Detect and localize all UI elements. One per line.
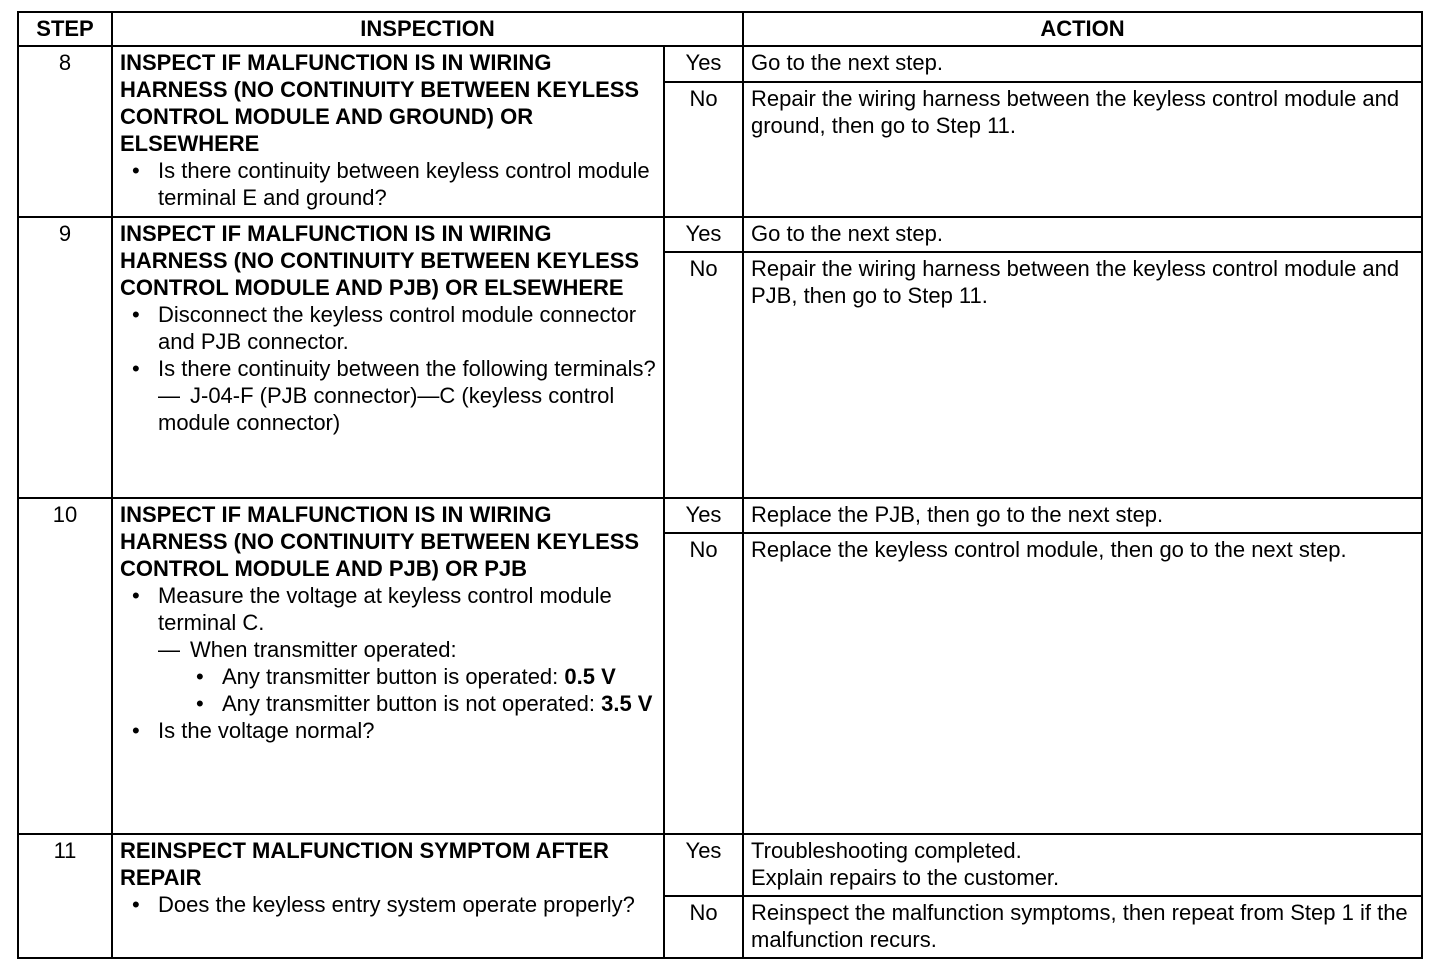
inspection-list — [120, 301, 657, 436]
dash-marker: — — [158, 383, 180, 408]
dash-marker: — — [158, 637, 180, 662]
troubleshooting-table — [17, 11, 1423, 959]
inspection-title: INSPECT IF MALFUNCTION IS IN WIRING HARNESS (NO CONTINUITY BETWEEN KEYLESS CONTROL MODULE AND PJB) OR PJB — [120, 502, 640, 581]
yes-action: Replace the PJB, then go to the next step. — [743, 498, 1422, 533]
no-action: Repair the wiring harness between the keyless control module and PJB, then go to Step 11. — [743, 252, 1422, 498]
table-row — [18, 46, 1422, 82]
inspection-list — [120, 157, 657, 211]
inspection-cell — [112, 498, 664, 834]
inspection-bullet: • Disconnect the keyless control module connector and PJB connector. — [120, 301, 657, 355]
inspection-sub-item — [120, 382, 657, 436]
step-number: 9 — [18, 217, 112, 498]
inspection-title: INSPECT IF MALFUNCTION IS IN WIRING HARNESS (NO CONTINUITY BETWEEN KEYLESS CONTROL MODULE AND GROUND) OR ELSEWHERE — [120, 50, 640, 156]
yes-label: Yes — [664, 834, 743, 896]
yes-action: Go to the next step. — [743, 46, 1422, 82]
inspection-bullet: • Does the keyless entry system operate properly? — [120, 891, 657, 918]
inspection-bullet: • Measure the voltage at keyless control module terminal C. — [120, 582, 657, 636]
inspection-column-header: INSPECTION — [112, 12, 743, 46]
inspection-sub-text: J-04-F (PJB connector)—C (keyless control module connector) — [158, 383, 615, 435]
table-row — [18, 217, 1422, 252]
table-header-row — [18, 12, 1422, 46]
table-row — [18, 498, 1422, 533]
step-number: 8 — [18, 46, 112, 217]
inspection-list — [120, 582, 657, 744]
yes-action: Troubleshooting completed. Explain repairs to the customer. — [743, 834, 1422, 896]
no-label: No — [664, 82, 743, 217]
no-label: No — [664, 533, 743, 834]
step-number: 10 — [18, 498, 112, 834]
inspection-sub-bullet: • Any transmitter button is not operated: 3.5 V — [120, 690, 657, 717]
action-column-header: ACTION — [743, 12, 1422, 46]
inspection-bullet: • Is the voltage normal? — [120, 717, 657, 744]
inspection-title: INSPECT IF MALFUNCTION IS IN WIRING HARNESS (NO CONTINUITY BETWEEN KEYLESS CONTROL MODULE AND PJB) OR ELSEWHERE — [120, 221, 640, 300]
no-action: Reinspect the malfunction symptoms, then repeat from Step 1 if the malfunction recurs. — [743, 896, 1422, 958]
no-action: Replace the keyless control module, then go to the next step. — [743, 533, 1422, 834]
inspection-sub-item — [120, 636, 657, 663]
no-label: No — [664, 252, 743, 498]
no-action: Repair the wiring harness between the keyless control module and ground, then go to Step 11. — [743, 82, 1422, 217]
step-number: 11 — [18, 834, 112, 958]
no-label: No — [664, 896, 743, 958]
voltage-value: 3.5 V — [601, 691, 653, 716]
inspection-cell — [112, 46, 664, 217]
yes-action: Go to the next step. — [743, 217, 1422, 252]
inspection-cell — [112, 834, 664, 958]
inspection-sub-bullet: • Any transmitter button is operated: 0.5 V — [120, 663, 657, 690]
table-row — [18, 834, 1422, 896]
troubleshooting-page — [17, 11, 1421, 959]
yes-label: Yes — [664, 217, 743, 252]
yes-label: Yes — [664, 498, 743, 533]
inspection-title: REINSPECT MALFUNCTION SYMPTOM AFTER REPAIR — [120, 838, 609, 890]
inspection-list — [120, 891, 657, 918]
inspection-bullet: • Is there continuity between the following terminals? — [120, 355, 657, 382]
yes-label: Yes — [664, 46, 743, 82]
inspection-sub-text: When transmitter operated: — [190, 637, 457, 662]
inspection-bullet: • Is there continuity between keyless control module terminal E and ground? — [120, 157, 657, 211]
inspection-cell — [112, 217, 664, 498]
step-column-header: STEP — [18, 12, 112, 46]
voltage-value: 0.5 V — [564, 664, 616, 689]
